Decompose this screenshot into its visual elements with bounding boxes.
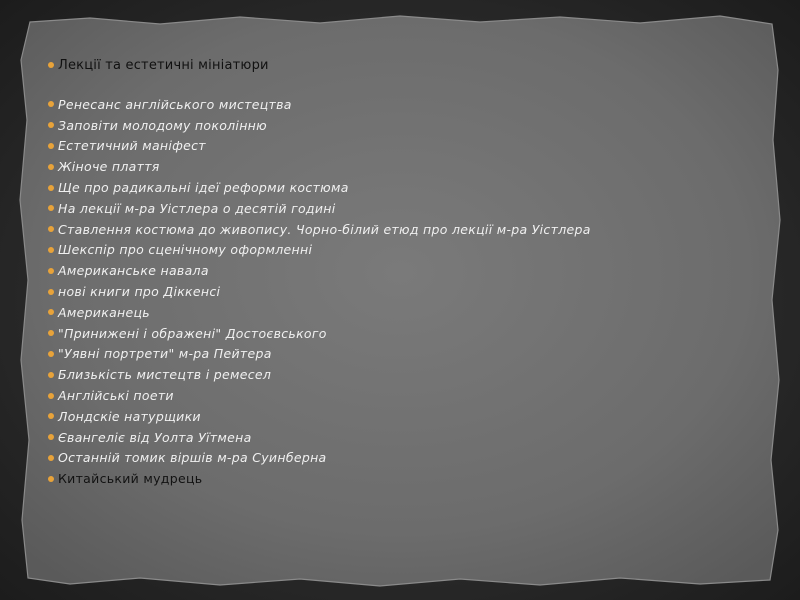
bullet-icon (48, 434, 54, 440)
list-item-text: Євангеліє від Уолта Уїтмена (58, 429, 252, 445)
bullet-icon (48, 309, 54, 315)
heading-row (48, 54, 748, 76)
slide-content (48, 54, 748, 489)
list-item (48, 281, 748, 302)
bullet-icon (48, 205, 54, 211)
list-item (48, 302, 748, 323)
list-item (48, 198, 748, 219)
list-item (48, 240, 748, 261)
bullet-icon (48, 185, 54, 191)
list-item (48, 406, 748, 427)
list-item-text: Шекспір про сценічному оформленні (58, 242, 313, 258)
bullet-icon (48, 372, 54, 378)
list-item (48, 94, 748, 115)
list-item-text: Близькість мистецтв і ремесел (58, 367, 272, 383)
bullet-icon (48, 351, 54, 357)
bullet-icon (48, 164, 54, 170)
list-item-text: Англійські поети (58, 388, 174, 404)
list-item (48, 219, 748, 240)
bullet-icon (48, 122, 54, 128)
list-item-text: нові книги про Діккенсі (58, 284, 221, 300)
bullet-icon (48, 476, 54, 482)
list-item-text: Американське навала (58, 263, 209, 279)
bullet-icon (48, 330, 54, 336)
list-item-text: Американець (58, 304, 150, 320)
list-item-text: Заповіти молодому поколінню (58, 117, 267, 133)
bullet-icon (48, 143, 54, 149)
bullet-icon (48, 226, 54, 232)
list-item (48, 323, 748, 344)
list-item-text: "Уявні портрети" м-ра Пейтера (58, 346, 272, 362)
list-item-text: Останній томик віршів м-ра Суинберна (58, 450, 327, 466)
list-item-text: На лекції м-ра Уістлера о десятій годині (58, 200, 336, 216)
list-item (48, 115, 748, 136)
list-item-text: Китайський мудрець (58, 471, 203, 487)
list-item (48, 448, 748, 469)
bullet-icon (48, 413, 54, 419)
list-item-text: Жіноче плаття (58, 159, 160, 175)
list-item (48, 468, 748, 489)
slide-heading: Лекції та естетичні мініатюри (58, 57, 269, 73)
bullet-icon (48, 62, 54, 68)
list-item (48, 385, 748, 406)
list-item (48, 136, 748, 157)
list-item-text: Лондскіе натурщики (58, 408, 201, 424)
lecture-list (48, 94, 748, 489)
list-item (48, 177, 748, 198)
list-item-text: Ставлення костюма до живопису. Чорно-білий етюд про лекції м-ра Уістлера (58, 221, 591, 237)
list-item-text: Ренесанс англійського мистецтва (58, 96, 292, 112)
bullet-icon (48, 268, 54, 274)
bullet-icon (48, 101, 54, 107)
list-item (48, 260, 748, 281)
list-item-text: Ще про радикальні ідеї реформи костюма (58, 180, 349, 196)
list-item (48, 344, 748, 365)
bullet-icon (48, 289, 54, 295)
list-item-text: "Принижені і ображені" Достоєвського (58, 325, 327, 341)
bullet-icon (48, 393, 54, 399)
list-item (48, 427, 748, 448)
bullet-icon (48, 247, 54, 253)
list-item (48, 364, 748, 385)
list-item (48, 156, 748, 177)
list-item-text: Естетичний маніфест (58, 138, 206, 154)
bullet-icon (48, 455, 54, 461)
